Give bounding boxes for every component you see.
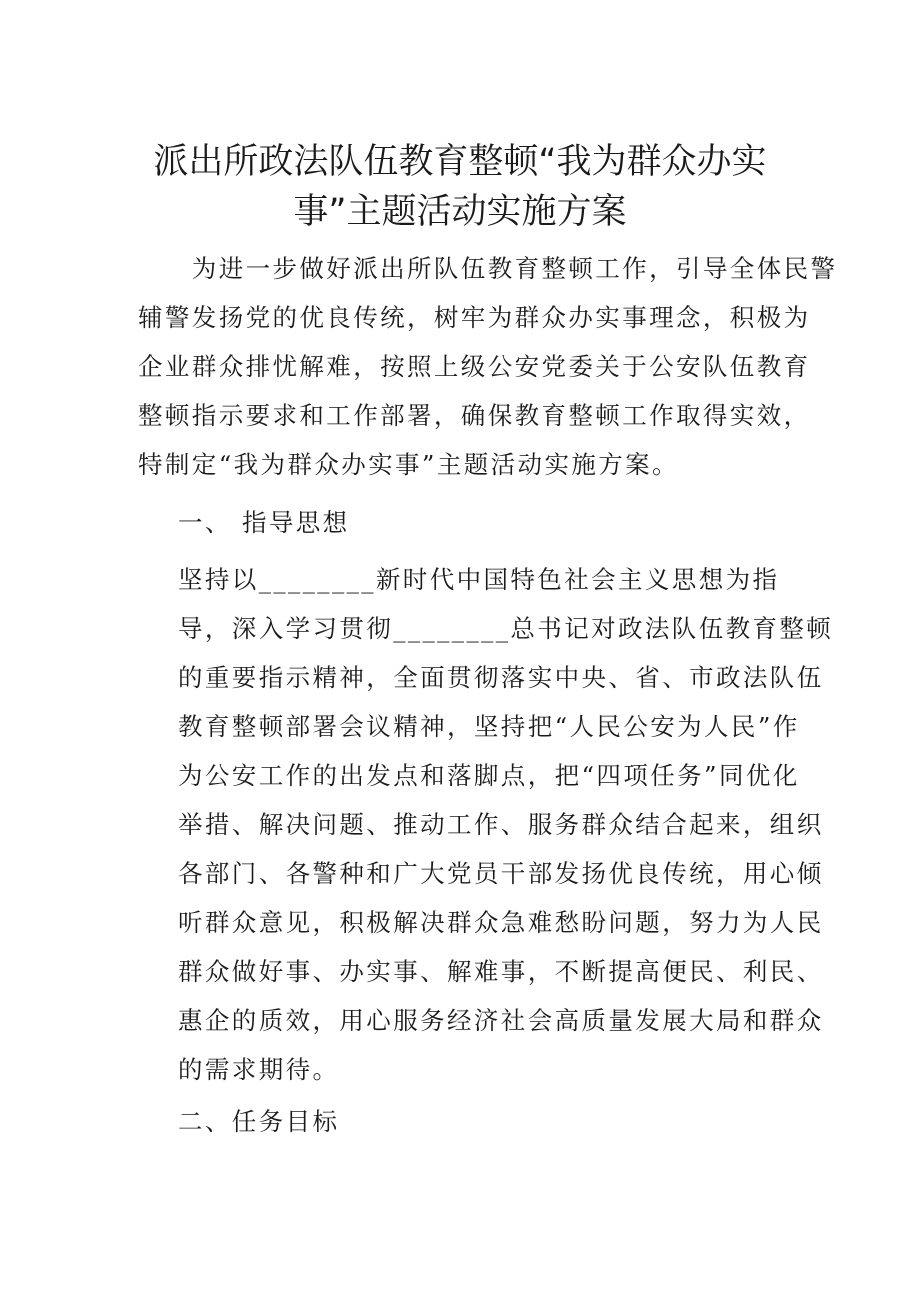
guiding-ideology-paragraph	[178, 555, 833, 1094]
text-line: 特制定“我为群众办实事”主题活动实施方案。	[138, 450, 679, 479]
text-line: 群众做好事、办实事、解难事，不断提高便民、利民、	[178, 957, 824, 986]
text-line: 辅警发扬党的优良传统，树牢为群众办实事理念，积极为	[138, 303, 811, 332]
text-line: 惠企的质效，用心服务经济社会高质量发展大局和群众	[178, 1006, 824, 1035]
text-line: 导，深入学习贯彻________总书记对政法队伍教育整顿	[178, 614, 834, 643]
title-line: 派出所政法队伍教育整顿“我为群众办实	[153, 142, 767, 182]
text-line: 举措、解决问题、推动工作、服务群众结合起来，组织	[178, 810, 824, 839]
text-line: 坚持以________新时代中国特色社会主义思想为指	[178, 565, 780, 594]
text-line: 企业群众排忧解难，按照上级公安党委关于公安队伍教育	[138, 352, 811, 381]
section-heading-guiding-ideology: 一、 指导思想	[178, 508, 350, 537]
text-line: 为公安工作的出发点和落脚点，把“四项任务”同优化	[178, 761, 800, 790]
text-line: 的需求期待。	[178, 1055, 340, 1084]
text-line: 听群众意见，积极解决群众急难愁盼问题，努力为人民	[178, 908, 824, 937]
intro-paragraph	[138, 244, 837, 489]
text-line: 的重要指示精神，全面贯彻落实中央、省、市政法队伍	[178, 663, 824, 692]
text-line: 教育整顿部署会议精神，坚持把“人民公安为人民”作	[178, 712, 800, 741]
text-line: 为进一步做好派出所队伍教育整顿工作，引导全体民警	[138, 254, 838, 283]
text-line: 各部门、各警种和广大党员干部发扬优良传统，用心倾	[178, 859, 824, 888]
title-line: 事”主题活动实施方案	[293, 192, 627, 232]
text-line: 整顿指示要求和工作部署，确保教育整顿工作取得实效，	[138, 401, 811, 430]
section-heading-task-goals: 二、任务目标	[178, 1107, 340, 1136]
document-title	[120, 137, 800, 237]
